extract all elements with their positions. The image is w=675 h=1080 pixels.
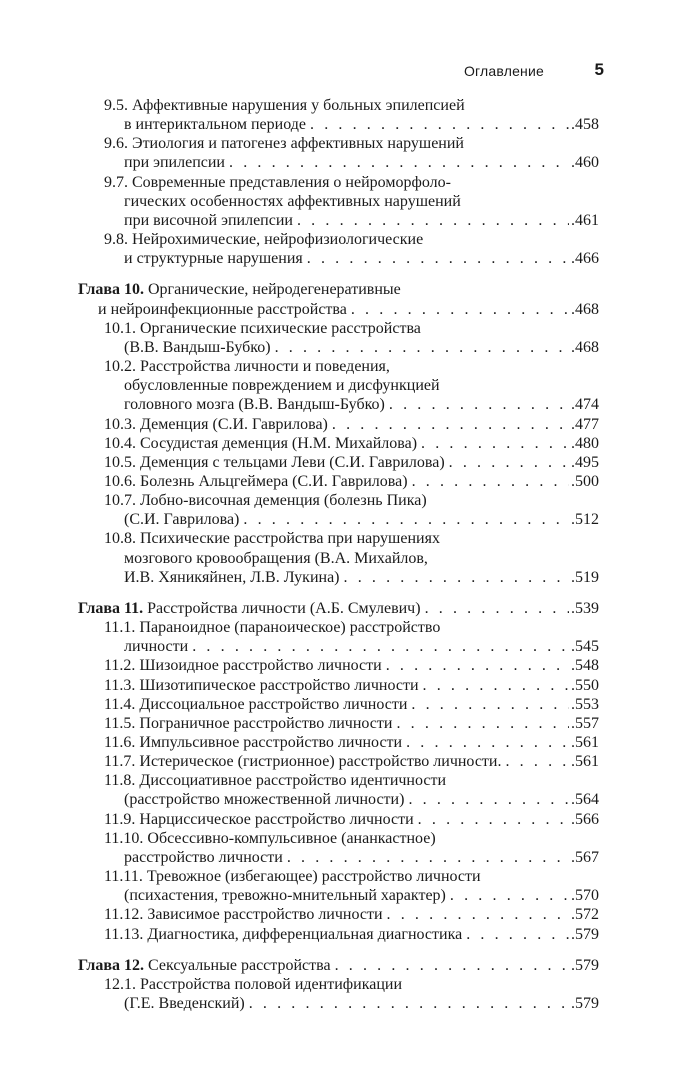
dot-leader <box>387 905 569 924</box>
toc-section-entry <box>78 472 599 491</box>
toc-page-ref: .480 <box>571 434 599 452</box>
toc-entry-line <box>104 357 599 376</box>
toc-entry-text <box>124 249 303 268</box>
toc-entry-title: личности <box>124 638 189 656</box>
dot-leader <box>297 211 569 230</box>
toc-entry-title: (Г.Е. Введенский) <box>124 995 245 1013</box>
toc-entry-line <box>104 96 599 115</box>
toc-entry-line <box>104 656 599 675</box>
toc-section-entry <box>78 810 599 829</box>
toc-section-entry <box>78 453 599 472</box>
toc-section-entry <box>78 733 599 752</box>
toc-entry-text <box>124 886 446 905</box>
dot-leader <box>275 338 569 357</box>
toc-entry-line <box>104 173 599 192</box>
toc-entry-title: 10.6. Болезнь Альцгеймера (С.И. Гаврилова) <box>104 472 408 490</box>
toc-entry-text <box>104 905 383 924</box>
toc-entry-text <box>104 97 465 114</box>
toc-entry-title: 10.7. Лобно-височная деменция (болезнь Пика) <box>104 492 427 510</box>
toc-page-ref: .512 <box>571 511 599 529</box>
toc-entry-text <box>104 676 419 695</box>
toc-page-ref: .545 <box>571 638 599 656</box>
toc-entry-title: 10.5. Деменция с тельцами Леви (С.И. Гаврилова) <box>104 453 445 471</box>
toc-entry-title: 9.6. Этиология и патогенез аффективных нарушений <box>104 135 464 153</box>
toc-entry-text <box>104 619 440 636</box>
toc-page-ref: .579 <box>571 956 599 974</box>
dot-leader <box>243 510 569 529</box>
toc-page-ref: .468 <box>571 300 599 318</box>
toc-section-entry <box>78 975 599 1013</box>
toc-entry-text <box>104 530 440 547</box>
toc-entry-text <box>104 714 392 733</box>
toc-entry-line <box>78 280 599 299</box>
toc-section-entry <box>78 695 599 714</box>
toc-section-entry <box>78 415 599 434</box>
toc-entry-title: Расстройства личности (А.Б. Смулевич) <box>143 599 421 617</box>
toc-entry-line <box>104 714 599 733</box>
toc-page-ref: .579 <box>571 995 599 1013</box>
dot-leader <box>386 656 569 675</box>
dot-leader <box>449 453 569 472</box>
toc-section-entry <box>78 867 599 905</box>
toc-entry-line <box>104 752 599 771</box>
toc-entry-line <box>104 975 599 994</box>
toc-entry-title: при височной эпилепсии <box>124 211 293 229</box>
toc-entry-text <box>78 599 421 618</box>
toc-page-ref: .495 <box>571 453 599 471</box>
toc-entry-text <box>124 568 340 587</box>
toc-entry-line <box>104 192 599 211</box>
toc-entry-line <box>104 790 599 809</box>
toc-section-entry <box>78 173 599 230</box>
toc-entry-title: 10.8. Психические расстройства при нарушениях <box>104 530 440 548</box>
toc-chapter-entry <box>78 956 599 975</box>
toc-section-entry <box>78 905 599 924</box>
dot-leader <box>412 472 569 491</box>
toc-entry-line <box>104 230 599 249</box>
toc-entry-title: в интериктальном периоде <box>124 116 306 134</box>
toc-entry-title: 11.7. Истерическое (гистрионное) расстройство личности. <box>104 753 502 771</box>
toc-entry-title: гических особенностях аффективных нарушений <box>124 192 461 210</box>
dot-leader <box>505 752 569 771</box>
toc-entry-line <box>104 338 599 357</box>
toc-entry-line <box>104 618 599 637</box>
toc-entry-line <box>78 956 599 975</box>
toc-entry-text <box>104 752 501 771</box>
toc-entry-text <box>104 976 402 993</box>
chapter-label: Глава 10. <box>78 281 144 299</box>
page-number: 5 <box>594 60 604 79</box>
toc-entry-line <box>104 568 599 587</box>
toc-entry-line <box>104 434 599 453</box>
toc-entry-text <box>104 320 421 337</box>
toc-page-ref: .548 <box>571 657 599 675</box>
dot-leader <box>408 790 569 809</box>
toc-entry-title: И.В. Хяникяйнен, Л.В. Лукина) <box>124 568 340 586</box>
toc-entry-title: 11.13. Диагностика, дифференциальная диагностика <box>104 925 463 943</box>
toc-page-ref: .458 <box>571 116 599 134</box>
dot-leader <box>389 395 569 414</box>
chapter-label: Глава 11. <box>78 599 144 617</box>
dot-leader <box>335 956 569 975</box>
toc-page-ref: .539 <box>571 599 599 617</box>
toc-entry-text <box>98 300 347 319</box>
toc-page-ref: .550 <box>571 676 599 694</box>
running-head <box>78 60 606 82</box>
toc-page-ref: .570 <box>571 887 599 905</box>
dot-leader <box>425 599 569 618</box>
dot-leader <box>406 733 569 752</box>
toc-entry-title: мозгового кровообращения (В.А. Михайлов, <box>124 549 428 567</box>
toc-page-ref: .461 <box>571 211 599 229</box>
toc-chapter-entry <box>78 599 599 618</box>
toc-section-entry <box>78 829 599 867</box>
dot-leader <box>310 115 569 134</box>
toc-page-ref: .564 <box>571 791 599 809</box>
toc-entry-title: и структурные нарушения <box>124 250 303 268</box>
toc-section-entry <box>78 134 599 172</box>
toc-entry-line <box>104 886 599 905</box>
toc-entry-line <box>104 134 599 153</box>
toc-entry-text <box>104 695 407 714</box>
table-of-contents <box>78 96 599 1013</box>
toc-entry-title: 10.1. Органические психические расстройства <box>104 319 421 337</box>
toc-entry-line <box>104 695 599 714</box>
toc-entry-line <box>104 395 599 414</box>
toc-entry-text <box>124 193 461 210</box>
toc-entry-text <box>104 868 481 885</box>
toc-page-ref: .477 <box>571 415 599 433</box>
toc-entry-line <box>104 771 599 790</box>
toc-entry-title: 9.8. Нейрохимические, нейрофизиологические <box>104 231 424 249</box>
toc-entry-title: 11.10. Обсессивно-компульсивное (ананкастное) <box>104 829 436 847</box>
toc-entry-title: 11.2. Шизоидное расстройство личности <box>104 657 382 675</box>
toc-entry-title: 10.2. Расстройства личности и поведения, <box>104 358 390 376</box>
toc-entry-title: 11.12. Зависимое расстройство личности <box>104 906 383 924</box>
toc-entry-title: 11.4. Диссоциальное расстройство личности <box>104 695 408 713</box>
toc-entry-line <box>104 211 599 230</box>
dot-leader <box>418 810 569 829</box>
toc-entry-text <box>104 925 462 944</box>
toc-entry-text <box>124 790 404 809</box>
toc-section-entry <box>78 752 599 771</box>
toc-entry-line <box>104 549 599 568</box>
dot-leader <box>332 415 569 434</box>
toc-entry-title: 11.3. Шизотипическое расстройство личности <box>104 676 419 694</box>
toc-entry-text <box>104 733 402 752</box>
dot-leader <box>351 300 569 319</box>
toc-entry-line <box>104 848 599 867</box>
toc-entry-text <box>104 434 417 453</box>
toc-entry-line <box>104 994 599 1013</box>
dot-leader <box>450 886 569 905</box>
toc-entry-line <box>104 453 599 472</box>
toc-page-ref: .500 <box>571 472 599 490</box>
toc-entry-text <box>78 281 401 298</box>
toc-entry-line <box>104 153 599 172</box>
toc-page-ref: .579 <box>571 925 599 943</box>
toc-entry-line <box>104 472 599 491</box>
toc-section-entry <box>78 618 599 656</box>
toc-entry-text <box>104 415 328 434</box>
toc-entry-title: (В.В. Вандыш-Бубко) <box>124 338 271 356</box>
toc-entry-title: и нейроинфекционные расстройства <box>98 300 347 318</box>
toc-chapter-entry <box>78 280 599 318</box>
toc-entry-text <box>124 550 428 567</box>
toc-entry-text <box>124 377 440 394</box>
toc-entry-title: 11.1. Параноидное (параноическое) расстройство <box>104 619 441 637</box>
toc-entry-text <box>104 472 408 491</box>
toc-entry-line <box>104 529 599 548</box>
toc-page-ref: .474 <box>571 396 599 414</box>
toc-page-ref: .572 <box>571 906 599 924</box>
dot-leader <box>396 714 569 733</box>
toc-entry-title: 11.8. Диссоциативное расстройство идентичности <box>104 772 447 790</box>
chapter-label: Глава 12. <box>78 956 144 974</box>
toc-entry-title: 12.1. Расстройства половой идентификации <box>104 975 403 993</box>
toc-entry-text <box>104 810 414 829</box>
toc-entry-line <box>104 676 599 695</box>
toc-entry-text <box>104 174 451 191</box>
toc-section-entry <box>78 676 599 695</box>
dot-leader <box>249 994 569 1013</box>
toc-entry-title: 11.6. Импульсивное расстройство личности <box>104 734 403 751</box>
dot-leader <box>344 568 570 587</box>
toc-entry-title: обусловленные повреждением и дисфункцией <box>124 377 440 395</box>
toc-page-ref: .557 <box>571 714 599 732</box>
toc-page-ref: .567 <box>571 848 599 866</box>
toc-page-ref: .519 <box>571 568 599 586</box>
toc-entry-line <box>104 637 599 656</box>
toc-section-entry <box>78 319 599 357</box>
toc-section-entry <box>78 491 599 529</box>
toc-entry-title: при эпилепсии <box>124 154 225 172</box>
dot-leader <box>229 153 569 172</box>
toc-entry-line <box>104 829 599 848</box>
toc-entry-title: 11.5. Пограничное расстройство личности <box>104 714 393 732</box>
toc-section-entry <box>78 714 599 733</box>
toc-page-ref: .460 <box>571 154 599 172</box>
toc-entry-text <box>104 656 382 675</box>
toc-entry-title: 11.9. Нарциссическое расстройство личности <box>104 810 414 828</box>
toc-section-entry <box>78 96 599 134</box>
toc-entry-line <box>78 599 599 618</box>
toc-entry-title: (психастения, тревожно-мнительный характер) <box>124 887 446 905</box>
toc-entry-line <box>78 300 599 319</box>
toc-section-entry <box>78 529 599 586</box>
toc-section-entry <box>78 357 599 414</box>
dot-leader <box>421 434 569 453</box>
toc-entry-text <box>124 510 239 529</box>
toc-entry-line <box>104 867 599 886</box>
toc-page-ref: .466 <box>571 250 599 268</box>
toc-entry-text <box>124 153 225 172</box>
toc-entry-text <box>124 395 385 414</box>
toc-entry-title: 9.5. Аффективные нарушения у больных эпилепсией <box>104 97 465 114</box>
toc-entry-title: 11.11. Тревожное (избегающее) расстройство личности <box>104 868 481 886</box>
dot-leader <box>287 848 569 867</box>
toc-entry-title: (С.И. Гаврилова) <box>124 511 240 529</box>
toc-entry-line <box>104 491 599 510</box>
toc-section-entry <box>78 434 599 453</box>
toc-entry-line <box>104 376 599 395</box>
toc-entry-line <box>104 810 599 829</box>
toc-entry-text <box>104 358 390 375</box>
toc-page-ref: .566 <box>571 810 599 828</box>
dot-leader <box>411 695 569 714</box>
toc-section-entry <box>78 771 599 809</box>
toc-page-ref: .468 <box>571 338 599 356</box>
toc-entry-line <box>104 510 599 529</box>
toc-entry-line <box>104 733 599 752</box>
toc-entry-title: головного мозга (В.В. Вандыш-Бубко) <box>124 396 385 414</box>
toc-entry-line <box>104 925 599 944</box>
toc-section-entry <box>78 656 599 675</box>
toc-entry-title: 10.4. Сосудистая деменция (Н.М. Михайлова) <box>104 434 418 452</box>
toc-entry-text <box>104 231 423 248</box>
toc-entry-line <box>104 115 599 134</box>
toc-entry-text <box>104 830 436 847</box>
toc-entry-title: Органические, нейродегенеративные <box>144 281 401 299</box>
toc-entry-title: Сексуальные расстройства <box>144 956 331 974</box>
toc-entry-text <box>104 453 445 472</box>
toc-section-entry <box>78 230 599 268</box>
toc-entry-title: 9.7. Современные представления о нейроморфоло- <box>104 173 451 191</box>
toc-entry-title: (расстройство множественной личности) <box>124 791 405 809</box>
toc-entry-title: расстройство личности <box>124 848 283 866</box>
toc-entry-line <box>104 415 599 434</box>
dot-leader <box>423 676 569 695</box>
toc-entry-text <box>104 772 446 789</box>
toc-section-entry <box>78 925 599 944</box>
toc-entry-text <box>124 115 306 134</box>
toc-entry-text <box>78 956 331 975</box>
toc-entry-text <box>124 211 293 230</box>
toc-entry-title: 10.3. Деменция (С.И. Гаврилова) <box>104 415 328 433</box>
toc-entry-text <box>124 338 271 357</box>
dot-leader <box>466 925 569 944</box>
toc-entry-line <box>104 249 599 268</box>
toc-page-ref: .561 <box>571 753 599 771</box>
toc-entry-text <box>104 492 427 509</box>
toc-entry-text <box>124 848 283 867</box>
toc-entry-text <box>104 135 464 152</box>
running-title: Оглавление <box>463 63 544 79</box>
toc-page-ref: .553 <box>571 695 599 713</box>
toc-entry-line <box>104 319 599 338</box>
toc-entry-line <box>104 905 599 924</box>
dot-leader <box>307 249 569 268</box>
dot-leader <box>192 637 569 656</box>
toc-page-ref: .561 <box>571 734 599 751</box>
toc-entry-text <box>124 994 245 1013</box>
toc-entry-text <box>124 637 188 656</box>
